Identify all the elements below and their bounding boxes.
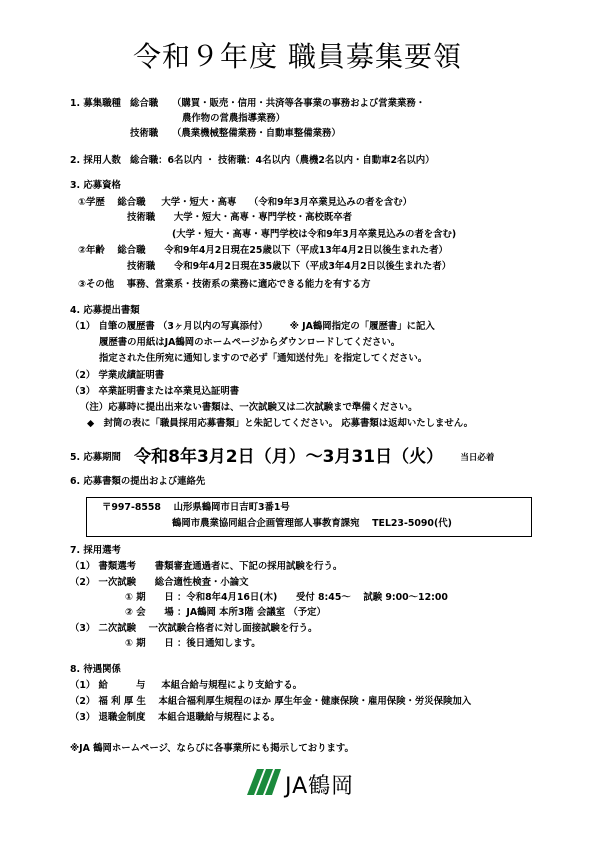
footer-note: ※JA 鶴岡ホームページ、ならびに各事業所にも掲示しております。 [70,743,354,754]
section-7-heading: 7. 採用選考 [70,545,121,556]
qualification-row: (大学・短大・高専・専門学校は令和9年3月卒業見込みの者を含む) [172,229,457,240]
ja-tsuruoka-logo [245,765,375,801]
section-5-heading: 5. 応募期間 [70,452,121,463]
selection-row: ① 期 日 ：令和8年4月16日(木) 受付 8:45～ 試験 9:00～12:00 [125,592,448,603]
qualification-row: ①学歴 総合職 大学・短大・高専 （令和9年3月卒業見込みの者を含む） [78,197,413,208]
technical-position-label: 技術職 [130,128,159,139]
section-4-heading: 4. 応募提出書類 [70,305,140,316]
selection-row: ② 会 場 ：JA鶴岡 本所3階 会議室 （予定） [125,607,326,618]
qualification-row: ②年齢 総合職 令和9年4月2日現在25歳以下（平成13年4月2日以後生まれた者） [78,245,448,256]
documents-row: （1） 自筆の履歴書 （3ヶ月以内の写真添付） ※ JA鶴岡指定の「履歴書」に記入 [70,321,435,332]
general-position-label: 総合職 [130,98,159,109]
general-position-desc-2: 農作物の営農指導業務） [182,113,286,124]
documents-note: （注）応募時に提出出来ない書類は、一次試験又は二次試験まで準備ください。 [80,402,418,413]
section-1-heading: 1. 募集職種 [70,98,121,109]
selection-row: （2） 一次試験 総合適性検査・小論文 [70,577,249,588]
page-title: 令和９年度 職員募集要領 [133,40,462,73]
qualification-row: ③その他 事務、営業系・技術系の業務に適応できる能力を有する方 [78,279,371,290]
section-6-heading: 6. 応募書類の提出および連絡先 [70,476,206,487]
ja-mark-icon [245,765,283,799]
address-line-2: 鶴岡市農業協同組合企画管理部人事教育課宛 TEL23-5090(代) [172,518,452,529]
section-3-heading: 3. 応募資格 [70,180,121,191]
qualification-row: 技術職 令和9年4月2日現在35歳以下（平成3年4月2日以後生まれた者） [127,261,452,272]
qualification-row: 技術職 大学・短大・高専・専門学校・高校既卒者 [127,212,353,223]
documents-row: 履歴書の用紙はJA鶴岡のホームページからダウンロードしてください。 [99,337,401,348]
period-note: 当日必着 [460,453,495,463]
hiring-count: 総合職：6名以内 ・ 技術職：4名以内（農機2名以内・自動車2名以内） [130,155,435,166]
logo-text: JA鶴岡 [285,774,355,799]
benefits-row: （2） 福 利 厚 生 本組合福利厚生規程のほか 厚生年金・健康保険・雇用保険・労災保険加入 [70,696,472,707]
documents-row: （2） 学業成績証明書 [70,370,165,381]
benefits-row: （3） 退職金制度 本組合退職給与規程による。 [70,712,280,723]
selection-row: （3） 二次試験 一次試験合格者に対し面接試験を行う。 [70,623,318,634]
benefits-row: （1） 給 与 本組合給与規程により支給する。 [70,680,302,691]
section-8-heading: 8. 待遇関係 [70,664,121,675]
general-position-desc-1: （購買・販売・信用・共済等各事業の事務および営業業務・ [172,98,426,109]
envelope-note: ◆ 封筒の表に「職員採用応募書類」と朱記してください。 応募書類は返却いたしません。 [87,418,474,429]
selection-row: ① 期 日 ：後日通知します。 [125,638,261,649]
documents-row: （3） 卒業証明書または卒業見込証明書 [70,386,240,397]
period-dates: 令和8年3月2日（月）～3月31日（火） [134,447,444,467]
address-line-1: 〒997-8558 山形県鶴岡市日吉町3番1号 [102,502,290,513]
selection-row: （1） 書類選考 書類審査通過者に、下記の採用試験を行う。 [70,561,343,572]
documents-row: 指定された住所宛に通知しますので必ず「通知送付先」を指定してください。 [99,353,428,364]
application-period [70,440,494,465]
section-2-heading: 2. 採用人数 [70,155,121,166]
technical-position-desc: （農業機械整備業務・自動車整備業務） [172,128,341,139]
